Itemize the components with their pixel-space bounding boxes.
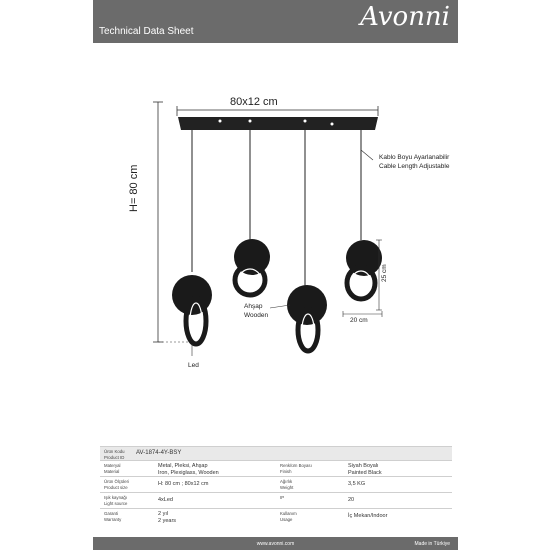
dimension-25cm: 25 cm bbox=[381, 264, 388, 282]
product-code-label-tr: Ürün Kodu bbox=[104, 449, 125, 454]
wood-label-tr: Ahşap bbox=[244, 303, 263, 310]
spec-label-tr: Materyal bbox=[104, 463, 121, 468]
spec-label-tr: Ağırlık bbox=[280, 479, 293, 484]
spec-row-value bbox=[158, 481, 208, 488]
spec-row-warranty bbox=[100, 508, 452, 524]
spec-label-en: Material bbox=[104, 469, 120, 474]
spec-row-label bbox=[104, 479, 129, 491]
spec-label-tr: Ürün Ölçüleri bbox=[104, 479, 130, 484]
cable-note-tr: Kablo Boyu Ayarlanabilir bbox=[379, 154, 450, 161]
spec-label-en: Weight bbox=[280, 485, 294, 490]
spec-row-label bbox=[104, 463, 120, 475]
spec-value-1: 4xLed bbox=[158, 497, 173, 503]
spec-label-tr: Garanti bbox=[104, 511, 119, 516]
spec-label-en: Usage bbox=[280, 517, 293, 522]
spec-value-1: Siyah Boyalı bbox=[348, 463, 379, 469]
spec-value-1: H: 80 cm ; 80x12 cm bbox=[158, 481, 209, 487]
height-dimension-label: H= 80 cm bbox=[128, 164, 140, 212]
made-in-label: Made in Türkiye bbox=[414, 541, 450, 547]
dimension-20cm: 20 cm bbox=[350, 317, 368, 324]
spec-row-label-right bbox=[280, 495, 284, 501]
spec-row-light bbox=[100, 492, 452, 508]
brand-logo: Avonni bbox=[360, 2, 450, 32]
spec-row-value-right bbox=[348, 513, 387, 520]
cable-note-en: Cable Length Adjustable bbox=[379, 163, 450, 170]
width-dimension-label: 80x12 cm bbox=[230, 96, 278, 108]
spec-label-tr: Işık kaynağı bbox=[104, 495, 127, 500]
spec-row-value-right bbox=[348, 481, 365, 488]
spec-row-value bbox=[158, 463, 219, 476]
spec-label-en: Product size bbox=[104, 485, 128, 490]
cable-length-note bbox=[379, 153, 449, 171]
product-code-label-en: Product ID bbox=[104, 455, 125, 460]
spec-label-tr: Kullanım bbox=[280, 511, 297, 516]
spec-row-label bbox=[104, 495, 127, 507]
spec-label-en: Light source bbox=[104, 501, 128, 506]
spec-value-1: 20 bbox=[348, 497, 355, 503]
spec-row-label-right bbox=[280, 479, 293, 491]
page-title: Technical Data Sheet bbox=[99, 26, 194, 37]
led-label: Led bbox=[188, 362, 199, 369]
spec-row-value-right bbox=[348, 497, 354, 504]
website-link[interactable]: www.avonni.com bbox=[256, 541, 295, 547]
spec-row-value bbox=[158, 511, 176, 524]
spec-value-1: 3,5 KG bbox=[348, 481, 366, 487]
spec-label-en: Warranty bbox=[104, 517, 122, 522]
spec-row-label bbox=[104, 511, 121, 523]
spec-row-size bbox=[100, 476, 452, 492]
spec-row-value-right bbox=[348, 463, 382, 476]
spec-row-label-right bbox=[280, 511, 297, 523]
wood-label-en: Wooden bbox=[244, 312, 269, 319]
product-code-row bbox=[100, 446, 452, 460]
product-code-value: AV-1874-4Y-BSY bbox=[136, 450, 182, 456]
spec-row-material bbox=[100, 460, 452, 476]
spec-value-1: İç Mekan/Indoor bbox=[348, 513, 388, 519]
spec-label-en: Finish bbox=[280, 469, 292, 474]
spec-value-2: Painted Black bbox=[348, 469, 382, 476]
spec-row-label-right bbox=[280, 463, 312, 475]
spec-row-value bbox=[158, 497, 173, 504]
spec-value-2: 2 years bbox=[158, 517, 177, 524]
wooden-label bbox=[244, 302, 268, 320]
footer-bar bbox=[93, 537, 458, 550]
spec-table bbox=[100, 446, 452, 524]
spec-value-1: 2 yıl bbox=[158, 511, 169, 517]
spec-value-2: Iron, Plexiglass, Wooden bbox=[158, 469, 219, 476]
spec-value-1: Metal, Pleksi, Ahşap bbox=[158, 463, 208, 469]
spec-label-tr: Renk/ürn Boyası bbox=[280, 463, 312, 468]
spec-label-tr: IP bbox=[280, 495, 285, 500]
